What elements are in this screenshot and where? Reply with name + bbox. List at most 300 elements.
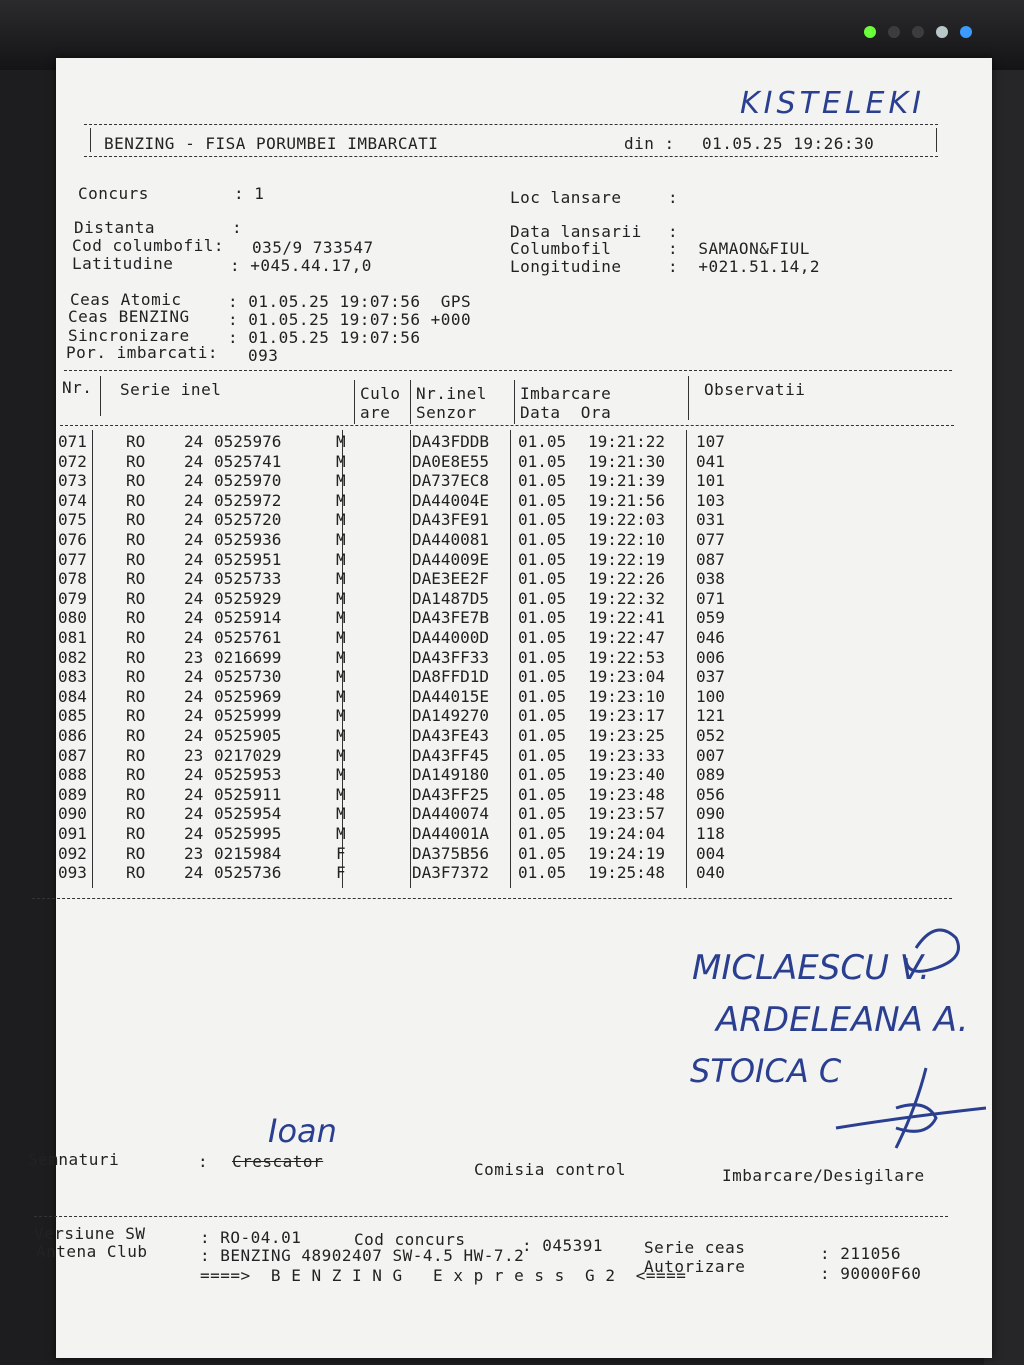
table-row — [56, 706, 992, 726]
cell-sex: M — [336, 706, 346, 726]
header-left-border — [90, 128, 91, 152]
ceas-benzing-value: : 01.05.25 19:07:56 +000 — [228, 310, 472, 329]
cell-obs: 100 — [696, 686, 725, 706]
cell-nr: 090 — [58, 804, 87, 824]
cell-ring: DA44009E — [412, 549, 490, 569]
cell-sex: F — [336, 863, 346, 883]
cell-date: 01.05 — [518, 628, 567, 647]
cell-serial: 0525954 — [214, 804, 282, 824]
cell-serial: 0525995 — [214, 824, 282, 843]
cell-nr: 074 — [58, 490, 87, 510]
cell-year: 24 — [184, 432, 204, 451]
cell-nr: 093 — [58, 863, 87, 883]
cell-obs: 121 — [696, 706, 725, 726]
serie-ceas-label: Serie ceas — [644, 1238, 746, 1257]
cell-obs: 006 — [696, 647, 725, 667]
col-divider — [410, 380, 411, 424]
cell-nr: 073 — [58, 471, 87, 491]
ceas-atomic-label: Ceas Atomic — [70, 290, 182, 309]
cell-serial: 0525736 — [214, 863, 282, 883]
cell-time: 19:25:48 — [588, 863, 666, 883]
porumbei-imbarcati-label: Por. imbarcati: — [66, 343, 218, 362]
table-row — [56, 491, 992, 511]
cell-country: RO — [126, 647, 146, 667]
semnaturi-colon: : — [198, 1152, 209, 1171]
cell-country: RO — [126, 745, 146, 765]
cell-country: RO — [126, 569, 146, 589]
table-bottom-rule — [32, 898, 952, 899]
cell-ring: DA43FE7B — [412, 608, 490, 628]
cell-country: RO — [126, 451, 146, 471]
versiune-sw-value: : RO-04.01 — [200, 1228, 302, 1247]
cell-date: 01.05 — [518, 706, 567, 726]
data-lansarii-value: : — [668, 222, 679, 241]
wifi-led-icon — [936, 26, 948, 38]
cell-sex: M — [336, 530, 346, 549]
cell-ring: DA375B56 — [412, 843, 490, 863]
cell-sex: M — [336, 647, 346, 667]
cell-ring: DA0E8E55 — [412, 451, 490, 471]
din-value: 01.05.25 19:26:30 — [702, 134, 875, 153]
cell-year: 24 — [184, 686, 204, 706]
signature-scribbles — [796, 908, 986, 1168]
cell-ring: DA44001A — [412, 824, 490, 843]
cell-obs: 118 — [696, 824, 725, 843]
cell-year: 24 — [184, 804, 204, 824]
cell-serial: 0525761 — [214, 628, 282, 647]
cell-serial: 0525929 — [214, 588, 282, 608]
cell-nr: 083 — [58, 667, 87, 687]
cell-year: 23 — [184, 745, 204, 765]
cell-country: RO — [126, 686, 146, 706]
col-header-observatii: Observatii — [704, 380, 806, 399]
autorizare-value: : 90000F60 — [820, 1264, 922, 1283]
table-row — [56, 510, 992, 530]
col-header-culoare-2: are — [360, 403, 391, 422]
document-page — [28, 58, 992, 1358]
table-header-bottom-rule — [60, 425, 954, 426]
data-lansarii-label: Data lansarii — [510, 222, 642, 241]
cell-ring: DA44004E — [412, 490, 490, 510]
cell-date: 01.05 — [518, 843, 567, 863]
cell-nr: 084 — [58, 686, 87, 706]
document-title: BENZING - FISA PORUMBEI IMBARCATI — [104, 134, 439, 153]
cell-obs: 101 — [696, 471, 725, 491]
cell-serial: 0525969 — [214, 686, 282, 706]
col-divider — [514, 380, 515, 424]
concurs-label: Concurs — [78, 184, 149, 203]
cell-country: RO — [126, 824, 146, 843]
cell-year: 24 — [184, 784, 204, 804]
cell-date: 01.05 — [518, 608, 567, 628]
table-row — [56, 550, 992, 570]
cell-nr: 086 — [58, 726, 87, 745]
concurs-value: : 1 — [234, 184, 265, 203]
cell-obs: 004 — [696, 843, 725, 863]
cell-date: 01.05 — [518, 569, 567, 589]
cell-obs: 059 — [696, 608, 725, 628]
handwritten-name-1: MICLAESCU V. — [692, 948, 930, 988]
cell-country: RO — [126, 726, 146, 745]
cell-time: 19:24:19 — [588, 843, 666, 863]
cell-ring: DA43FE91 — [412, 510, 490, 530]
cell-year: 24 — [184, 510, 204, 530]
table-row — [56, 746, 992, 766]
cell-obs: 103 — [696, 490, 725, 510]
bluetooth-led-icon — [960, 26, 972, 38]
cell-time: 19:23:57 — [588, 804, 666, 824]
cell-serial: 0215984 — [214, 843, 282, 863]
longitudine-value: : +021.51.14,2 — [668, 257, 820, 276]
cell-year: 24 — [184, 628, 204, 647]
table-row — [56, 569, 992, 589]
cell-country: RO — [126, 667, 146, 687]
table-row — [56, 726, 992, 746]
table-row — [56, 804, 992, 824]
cell-nr: 088 — [58, 765, 87, 785]
cell-serial: 0525720 — [214, 510, 282, 530]
ceas-benzing-label: Ceas BENZING — [68, 307, 190, 326]
cell-date: 01.05 — [518, 549, 567, 569]
col-divider — [354, 380, 355, 424]
imbarcare-desigilare-label: Imbarcare/Desigilare — [722, 1166, 925, 1185]
cell-serial: 0525730 — [214, 667, 282, 687]
cell-sex: M — [336, 628, 346, 647]
versiune-sw-label: Versiune SW — [34, 1224, 146, 1243]
cell-obs: 077 — [696, 530, 725, 549]
col-header-data-ora: Data Ora — [520, 403, 612, 422]
distanta-label: Distanta — [74, 218, 156, 237]
cell-time: 19:22:19 — [588, 549, 666, 569]
col-header-nr: Nr. — [62, 378, 93, 397]
cell-obs: 090 — [696, 804, 725, 824]
cell-country: RO — [126, 784, 146, 804]
cell-nr: 071 — [58, 432, 87, 451]
cell-obs: 040 — [696, 863, 725, 883]
cell-date: 01.05 — [518, 726, 567, 745]
footer-top-rule — [34, 1216, 948, 1217]
table-row — [56, 844, 992, 864]
cell-country: RO — [126, 706, 146, 726]
col-header-senzor: Senzor — [416, 403, 477, 422]
cell-serial: 0525970 — [214, 471, 282, 491]
table-row — [56, 628, 992, 648]
cell-year: 24 — [184, 608, 204, 628]
table-row — [56, 452, 992, 472]
cell-serial: 0216699 — [214, 647, 282, 667]
cod-concurs-label: Cod concurs — [354, 1230, 466, 1249]
cell-serial: 0525733 — [214, 569, 282, 589]
cell-ring: DAE3EE2F — [412, 569, 490, 589]
cell-time: 19:22:41 — [588, 608, 666, 628]
cod-columbofil-label: Cod columbofil: — [72, 236, 224, 255]
cell-ring: DA43FE43 — [412, 726, 490, 745]
cell-serial: 0525741 — [214, 451, 282, 471]
cell-nr: 079 — [58, 588, 87, 608]
cell-year: 24 — [184, 667, 204, 687]
table-row — [56, 824, 992, 844]
table-header-top-rule — [64, 370, 952, 371]
cell-country: RO — [126, 432, 146, 451]
cell-date: 01.05 — [518, 745, 567, 765]
cell-sex: M — [336, 765, 346, 785]
cell-time: 19:23:33 — [588, 745, 666, 765]
cell-year: 24 — [184, 549, 204, 569]
porumbei-imbarcati-value: 093 — [248, 346, 279, 365]
cell-country: RO — [126, 804, 146, 824]
cell-obs: 031 — [696, 510, 725, 530]
cell-sex: F — [336, 843, 346, 863]
cell-date: 01.05 — [518, 784, 567, 804]
loc-lansare-value: : — [668, 188, 679, 207]
cell-year: 24 — [184, 706, 204, 726]
cell-sex: M — [336, 451, 346, 471]
cell-ring: DA44015E — [412, 686, 490, 706]
cell-time: 19:21:39 — [588, 471, 666, 491]
cell-sex: M — [336, 471, 346, 491]
cod-columbofil-value: 035/9 733547 — [252, 238, 374, 257]
cell-nr: 089 — [58, 784, 87, 804]
cell-nr: 077 — [58, 549, 87, 569]
cell-country: RO — [126, 530, 146, 549]
col-header-nr-inel: Nr.inel — [416, 384, 487, 403]
cell-country: RO — [126, 843, 146, 863]
cell-nr: 091 — [58, 824, 87, 843]
cell-date: 01.05 — [518, 647, 567, 667]
cell-obs: 107 — [696, 432, 725, 451]
cell-obs: 007 — [696, 745, 725, 765]
col-header-culoare-1: Culo — [360, 384, 401, 403]
serie-ceas-value: : 211056 — [820, 1244, 902, 1263]
cell-serial: 0525976 — [214, 432, 282, 451]
cell-time: 19:22:10 — [588, 530, 666, 549]
table-row — [56, 432, 992, 452]
cell-sex: M — [336, 608, 346, 628]
cell-serial: 0525914 — [214, 608, 282, 628]
cell-time: 19:21:22 — [588, 432, 666, 451]
cell-country: RO — [126, 863, 146, 883]
cell-ring: DA440081 — [412, 530, 490, 549]
table-row — [56, 471, 992, 491]
handwritten-signature-crescator: Ioan — [268, 1112, 337, 1150]
cell-nr: 075 — [58, 510, 87, 530]
cell-year: 24 — [184, 765, 204, 785]
cell-obs: 056 — [696, 784, 725, 804]
cell-date: 01.05 — [518, 667, 567, 687]
cell-date: 01.05 — [518, 432, 567, 451]
cell-date: 01.05 — [518, 686, 567, 706]
cell-ring: DA1487D5 — [412, 588, 490, 608]
cell-serial: 0525953 — [214, 765, 282, 785]
power-led-icon — [864, 26, 876, 38]
cell-sex: M — [336, 432, 346, 451]
cell-time: 19:23:40 — [588, 765, 666, 785]
table-row — [56, 863, 992, 883]
cell-serial: 0525936 — [214, 530, 282, 549]
cell-time: 19:23:17 — [588, 706, 666, 726]
latitudine-value: : +045.44.17,0 — [230, 256, 372, 275]
cell-serial: 0525951 — [214, 549, 282, 569]
cell-year: 24 — [184, 726, 204, 745]
cell-date: 01.05 — [518, 510, 567, 530]
cell-sex: M — [336, 667, 346, 687]
header-bottom-rule — [84, 156, 938, 157]
cell-sex: M — [336, 549, 346, 569]
antena-club-label: Antena Club — [36, 1242, 148, 1261]
cell-obs: 052 — [696, 726, 725, 745]
cell-nr: 080 — [58, 608, 87, 628]
cell-ring: DA43FDDB — [412, 432, 490, 451]
cell-obs: 038 — [696, 569, 725, 589]
cell-sex: M — [336, 686, 346, 706]
table-row — [56, 687, 992, 707]
columbofil-value: : SAMAON&FIUL — [668, 239, 810, 258]
longitudine-label: Longitudine — [510, 257, 622, 276]
cell-year: 24 — [184, 569, 204, 589]
cell-time: 19:22:26 — [588, 569, 666, 589]
cell-country: RO — [126, 765, 146, 785]
cell-sex: M — [336, 490, 346, 510]
cell-year: 24 — [184, 471, 204, 491]
cell-country: RO — [126, 588, 146, 608]
handwritten-name-3: STOICA C — [690, 1052, 842, 1090]
cell-date: 01.05 — [518, 530, 567, 549]
cell-date: 01.05 — [518, 490, 567, 510]
cell-year: 23 — [184, 647, 204, 667]
cell-obs: 041 — [696, 451, 725, 471]
cell-sex: M — [336, 510, 346, 530]
cell-obs: 089 — [696, 765, 725, 785]
cell-year: 24 — [184, 530, 204, 549]
comisia-control-label: Comisia control — [474, 1160, 626, 1179]
cell-time: 19:22:47 — [588, 628, 666, 647]
cell-country: RO — [126, 628, 146, 647]
ceas-atomic-value: : 01.05.25 19:07:56 GPS — [228, 292, 472, 311]
cell-ring: DA43FF25 — [412, 784, 490, 804]
handwritten-location: KISTELEKI — [740, 86, 926, 121]
cell-serial: 0525999 — [214, 706, 282, 726]
autorizare-label: Autorizare — [644, 1257, 746, 1276]
cell-sex: M — [336, 569, 346, 589]
table-row — [56, 530, 992, 550]
semnaturi-label: Semnaturi — [28, 1150, 120, 1169]
cell-time: 19:24:04 — [588, 824, 666, 843]
table-row — [56, 785, 992, 805]
sincronizare-value: : 01.05.25 19:07:56 — [228, 328, 421, 347]
sincronizare-label: Sincronizare — [68, 326, 190, 345]
cell-nr: 082 — [58, 647, 87, 667]
antena-club-value: : BENZING 48902407 SW-4.5 HW-7.2 — [200, 1246, 525, 1265]
table-row — [56, 608, 992, 628]
cell-time: 19:23:04 — [588, 667, 666, 687]
cell-ring: DA43FF45 — [412, 745, 490, 765]
cell-ring: DA44000D — [412, 628, 490, 647]
table-row — [56, 648, 992, 668]
cell-serial: 0525905 — [214, 726, 282, 745]
cell-ring: DA149180 — [412, 765, 490, 785]
cell-time: 19:22:32 — [588, 588, 666, 608]
cell-obs: 037 — [696, 667, 725, 687]
cell-time: 19:22:53 — [588, 647, 666, 667]
cell-country: RO — [126, 490, 146, 510]
cell-sex: M — [336, 824, 346, 843]
header-right-border — [936, 128, 937, 152]
cell-sex: M — [336, 588, 346, 608]
header-top-rule — [84, 124, 938, 125]
cell-obs: 087 — [696, 549, 725, 569]
cell-sex: M — [336, 804, 346, 824]
cell-obs: 071 — [696, 588, 725, 608]
cell-year: 24 — [184, 588, 204, 608]
cell-sex: M — [336, 745, 346, 765]
cell-date: 01.05 — [518, 765, 567, 785]
cell-ring: DA737EC8 — [412, 471, 490, 491]
cell-serial: 0525911 — [214, 784, 282, 804]
cell-nr: 085 — [58, 706, 87, 726]
cell-year: 24 — [184, 824, 204, 843]
table-row — [56, 589, 992, 609]
cell-ring: DA43FF33 — [412, 647, 490, 667]
cell-date: 01.05 — [518, 471, 567, 491]
crescator-label: Crescator — [232, 1152, 324, 1171]
cell-nr: 072 — [58, 451, 87, 471]
cell-sex: M — [336, 726, 346, 745]
benzing-express-banner: ====> B E N Z I N G E x p r e s s G 2 <==== — [200, 1266, 687, 1285]
din-label: din : — [624, 134, 675, 153]
cod-concurs-value: : 045391 — [522, 1236, 604, 1255]
cell-time: 19:23:48 — [588, 784, 666, 804]
handwritten-name-2: ARDELEANA A. — [716, 1000, 969, 1040]
cell-date: 01.05 — [518, 588, 567, 608]
cell-date: 01.05 — [518, 824, 567, 843]
cell-country: RO — [126, 549, 146, 569]
cell-nr: 076 — [58, 530, 87, 549]
col-header-serie-inel: Serie inel — [120, 380, 222, 399]
cell-ring: DA3F7372 — [412, 863, 490, 883]
cell-date: 01.05 — [518, 451, 567, 471]
battery-led-icon — [912, 26, 924, 38]
cell-serial: 0217029 — [214, 745, 282, 765]
cell-time: 19:23:25 — [588, 726, 666, 745]
latitudine-label: Latitudine — [72, 254, 174, 273]
table-row — [56, 667, 992, 687]
col-divider — [688, 376, 689, 420]
cell-country: RO — [126, 510, 146, 530]
col-header-imbarcare: Imbarcare — [520, 384, 612, 403]
cell-nr: 092 — [58, 843, 87, 863]
cell-year: 24 — [184, 490, 204, 510]
cell-ring: DA8FFD1D — [412, 667, 490, 687]
cell-serial: 0525972 — [214, 490, 282, 510]
cell-date: 01.05 — [518, 863, 567, 883]
disk-led-icon — [888, 26, 900, 38]
cell-year: 24 — [184, 863, 204, 883]
cell-time: 19:22:03 — [588, 510, 666, 530]
cell-sex: M — [336, 784, 346, 804]
cell-ring: DA440074 — [412, 804, 490, 824]
cell-country: RO — [126, 608, 146, 628]
cell-country: RO — [126, 471, 146, 491]
cell-nr: 081 — [58, 628, 87, 647]
cell-time: 19:21:30 — [588, 451, 666, 471]
cell-year: 24 — [184, 451, 204, 471]
cell-obs: 046 — [696, 628, 725, 647]
cell-year: 23 — [184, 843, 204, 863]
loc-lansare-label: Loc lansare — [510, 188, 622, 207]
distanta-value: : — [232, 218, 243, 237]
col-divider — [100, 376, 101, 416]
cell-ring: DA149270 — [412, 706, 490, 726]
